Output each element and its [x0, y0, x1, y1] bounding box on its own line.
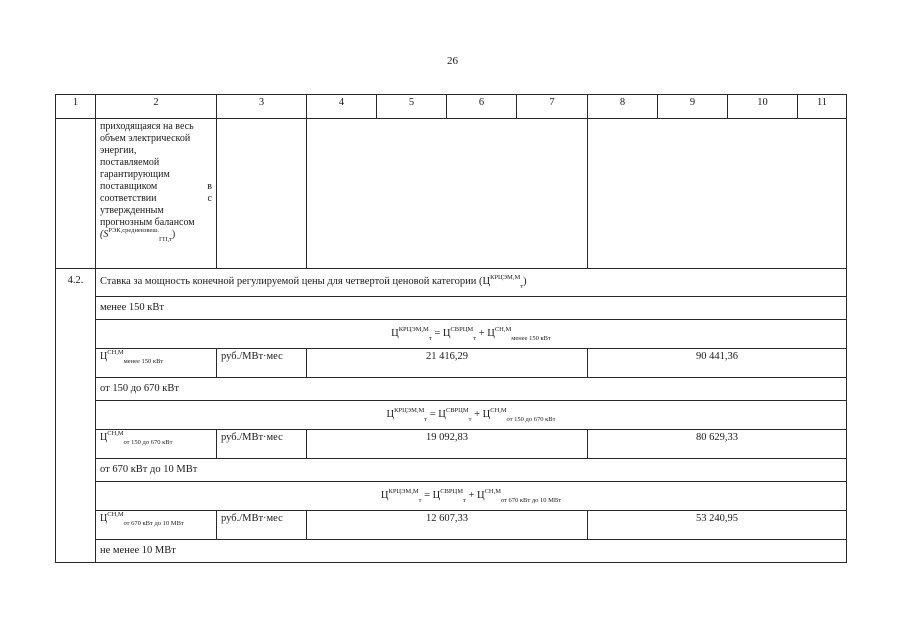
column-number: 9: [658, 95, 728, 119]
formula-row: [56, 482, 847, 511]
section-number: 4.2.: [56, 269, 96, 563]
rate-symbol: $Ц^{СН,М}_{менее 150 кВт}$: [96, 349, 217, 378]
group-label: от 670 кВт до 10 МВт: [96, 459, 847, 482]
formula-row: [56, 320, 847, 349]
unit-cell: руб./МВт·мес: [217, 430, 307, 459]
empty-cell: [217, 119, 307, 269]
desc-word: в: [207, 181, 212, 192]
column-number: 6: [447, 95, 517, 119]
value-cell: 53 240,95: [588, 511, 847, 540]
page-number: 26: [447, 55, 458, 67]
unit-cell: руб./МВт·мес: [217, 511, 307, 540]
rate-symbol: $Ц^{СН,М}_{от 670 кВт до 10 МВт}$: [96, 511, 217, 540]
group-label-row: [56, 540, 847, 563]
group-label: от 150 до 670 кВт: [96, 378, 847, 401]
value-row: [56, 349, 847, 378]
continuation-symbol: $(S^{РЭК,средневзвеш.}_{ГП,т})$: [100, 227, 176, 243]
section-title: Ставка за мощность конечной регулируемой цены для четвертой ценовой категории $(Ц^{КРЦЭМ,М}_т)$: [96, 269, 847, 297]
column-number: 10: [728, 95, 798, 119]
desc-word: поставщиком: [100, 181, 158, 192]
continuation-description: приходящаяся на весь объем электрической энергии, поставляемой гарантирующим поставщиком в соответствии с утвержденным прогнозным балансом $(S^{РЭК,средневзвеш.}_{ГП,т})$: [96, 119, 217, 269]
column-number: 11: [798, 95, 847, 119]
value-cell: 19 092,83: [307, 430, 588, 459]
empty-cell: [56, 119, 96, 269]
value-cell: 12 607,33: [307, 511, 588, 540]
value-row: [56, 430, 847, 459]
value-cell: 80 629,33: [588, 430, 847, 459]
formula: $Ц^{КРЦЭМ,М}_т = Ц^{СВРЦМ}_т + Ц^{СН,М}_{от 150 до 670 кВт}$: [96, 401, 847, 430]
column-number: 8: [588, 95, 658, 119]
formula-row: [56, 401, 847, 430]
group-label-row: [56, 378, 847, 401]
column-numbers-row: [56, 95, 847, 119]
value-row: [56, 511, 847, 540]
empty-cell: [307, 119, 588, 269]
tariff-table: [55, 94, 847, 563]
desc-word: соответствии: [100, 193, 157, 204]
unit-cell: руб./МВт·мес: [217, 349, 307, 378]
column-number: 1: [56, 95, 96, 119]
value-cell: 90 441,36: [588, 349, 847, 378]
group-label: менее 150 кВт: [96, 297, 847, 320]
continuation-row: [56, 119, 847, 269]
section-title-row: [56, 269, 847, 297]
column-number: 2: [96, 95, 217, 119]
rate-symbol: $Ц^{СН,М}_{от 150 до 670 кВт}$: [96, 430, 217, 459]
column-number: 4: [307, 95, 377, 119]
desc-word: с: [207, 193, 212, 204]
value-cell: 21 416,29: [307, 349, 588, 378]
formula: $Ц^{КРЦЭМ,М}_т = Ц^{СВРЦМ}_т + Ц^{СН,М}_{от 670 кВт до 10 МВт}$: [96, 482, 847, 511]
column-number: 7: [517, 95, 588, 119]
empty-cell: [588, 119, 847, 269]
group-label-row: [56, 297, 847, 320]
column-number: 3: [217, 95, 307, 119]
group-label: не менее 10 МВт: [96, 540, 847, 563]
group-label-row: [56, 459, 847, 482]
column-number: 5: [377, 95, 447, 119]
formula: $Ц^{КРЦЭМ,М}_т = Ц^{СВРЦМ}_т + Ц^{СН,М}_{менее 150 кВт}$: [96, 320, 847, 349]
